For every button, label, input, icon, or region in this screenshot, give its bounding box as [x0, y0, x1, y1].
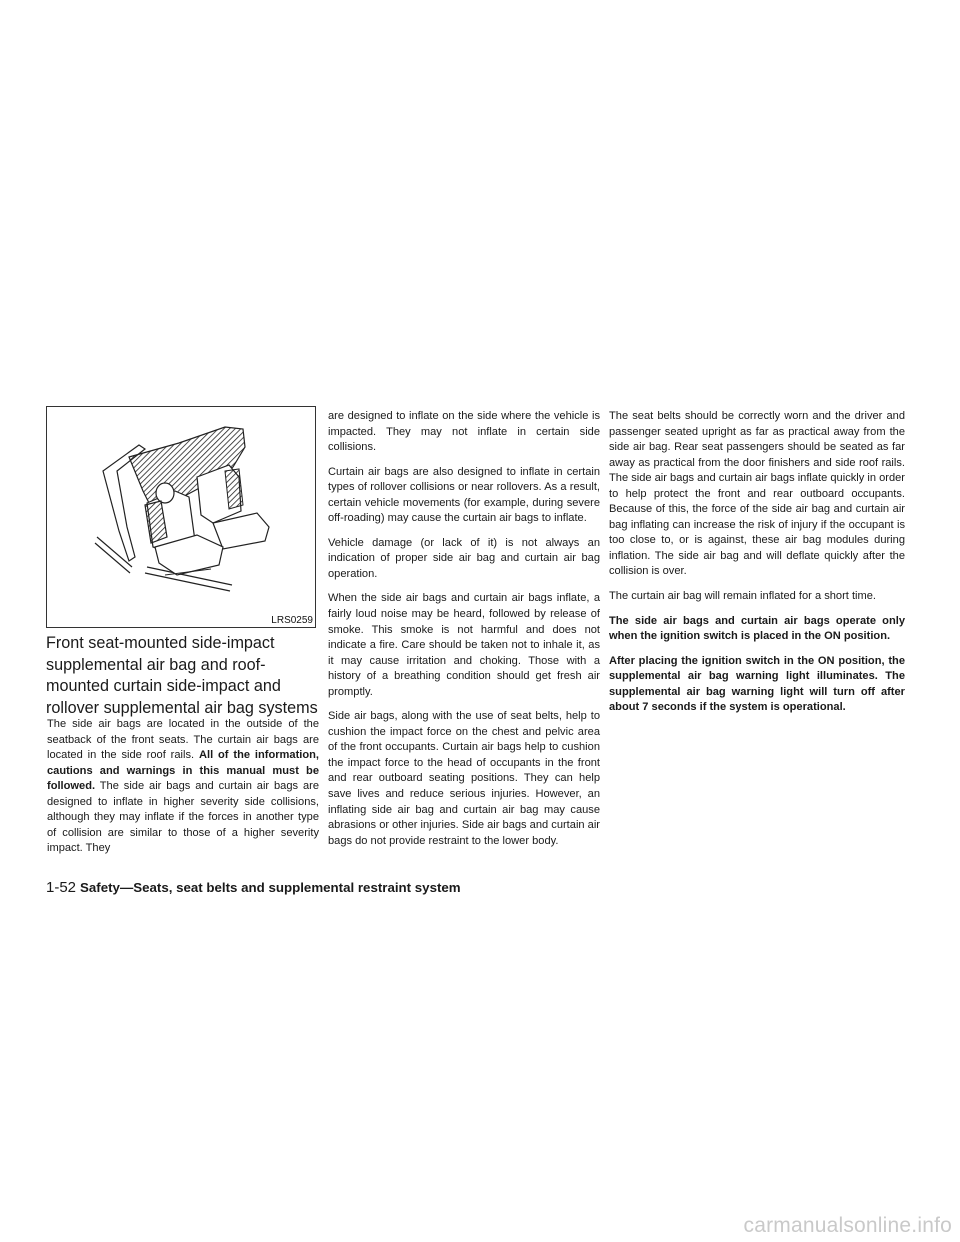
paragraph: When the side air bags and curtain air bags inflate, a fairly loud noise may be heard, followed by release of smoke. This smoke is not harmful and does not indicate a fire. Care should be taken not to inhale it, as it may cause irritation and choking. Those with a history of a breathing condition should get fresh air promptly.	[328, 592, 600, 698]
paragraph: The curtain air bag will remain inflated for a short time.	[609, 590, 876, 603]
page-number: 1-52	[46, 879, 77, 896]
paragraph: are designed to inflate on the side where the vehicle is impacted. They may not inflate in certain side collisions.	[328, 410, 600, 454]
watermark: carmanualsonline.info	[743, 1214, 952, 1237]
paragraph	[609, 654, 905, 716]
paragraph: Vehicle damage (or lack of it) is not always an indication of proper side air bag and curtain air bag operation.	[328, 536, 600, 580]
column-3	[609, 409, 905, 716]
bold-notice: After placing the ignition switch in the ON position, the supplemental air bag warning light illuminates. The supplemental air bag warning light will turn off after about 7 seconds if the system is operational.	[609, 654, 905, 714]
airbag-seats-illustration	[47, 407, 315, 627]
paragraph	[47, 717, 319, 857]
figure-code: LRS0259	[271, 615, 313, 626]
paragraph: Curtain air bags are also designed to inflate in certain types of rollover collisions or near rollovers. As a result, certain vehicle movements (for example, during severe off-roading) may cause the curtain air bags to inflate.	[328, 465, 600, 525]
paragraph: The seat belts should be correctly worn and the driver and passenger seated upright as far as practical away from the side air bag. Rear seat passengers should be seated as far away as practical from the door finishers and side roof rails. The side air bags and curtain air bags inflate quickly in order to help protect the front and rear outboard occupants. Because of this, the force of the side air bag and curtain air bag inflating can increase the risk of injury if the occupant is too close to, or is against, these air bag modules during inflation. The side air bag and will deflate quickly after the collision is over.	[609, 410, 905, 578]
paragraph-text: The side air bags are located in the outside of the seatback of the front seats. The curtain air bags are located in the side roof rails.	[47, 718, 319, 762]
paragraph	[609, 614, 905, 645]
airbag-figure	[46, 406, 316, 628]
paragraph-text: The side air bags and curtain air bags are designed to inflate in higher severity side collisions, although they may inflate if the forces in another type of collision are similar to those of a higher severity impact. They	[47, 780, 319, 855]
page-footer	[46, 878, 461, 898]
bold-notice: All of the information, cautions and warnings in this manual must be followed.	[47, 749, 319, 793]
column-2	[328, 409, 600, 849]
section-title: Safety—Seats, seat belts and supplemental restraint system	[80, 880, 461, 895]
paragraph: Side air bags, along with the use of seat belts, help to cushion the impact force on the chest and pelvic area of the front occupants. Curtain air bags help to cushion the impact force to the head of occupants in the front and rear outboard seating positions. They can help save lives and reduce serious injuries. However, an inflating side air bag and curtain air bag may cause abrasions or other injuries. Side air bags and curtain air bags do not provide restraint to the lower body.	[328, 710, 600, 847]
column-1	[47, 717, 319, 857]
bold-notice: The side air bags and curtain air bags operate only when the ignition switch is placed in the ON position.	[609, 614, 905, 643]
section-heading: Front seat-mounted side-impact supplemental air bag and roof-mounted curtain side-impact and rollover supplemental air bag systems	[46, 634, 318, 717]
